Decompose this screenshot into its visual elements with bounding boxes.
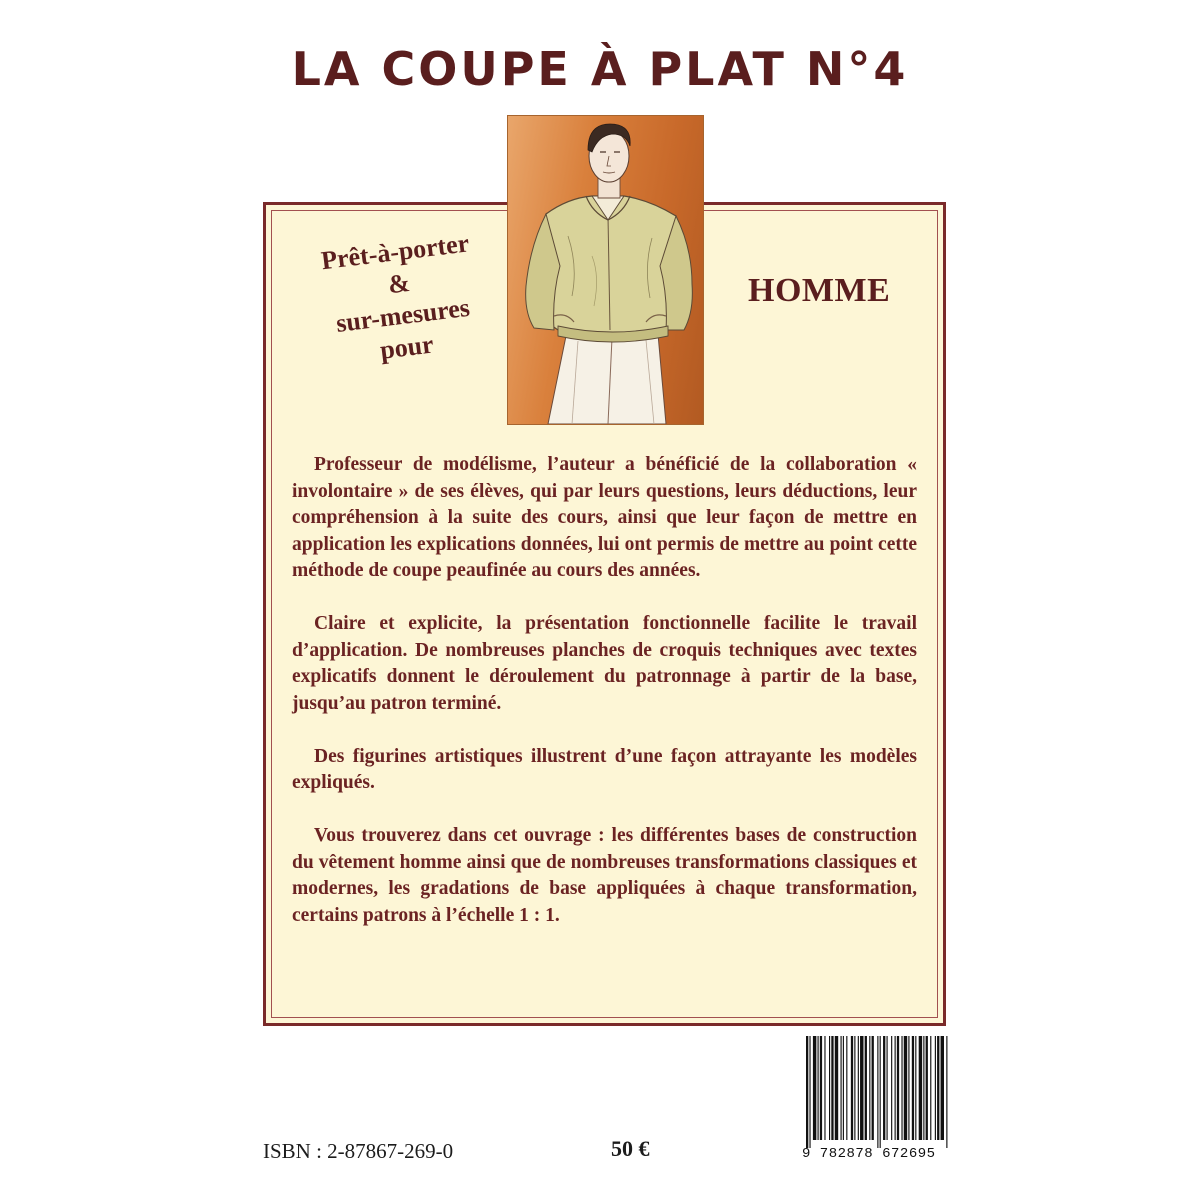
tagline-line: pour	[378, 329, 436, 365]
barcode-bar	[872, 1036, 874, 1140]
description-text	[292, 452, 917, 956]
tagline-line: Prêt-à-porter	[319, 228, 471, 276]
barcode-digits: 9 782878 672695	[802, 1146, 936, 1162]
isbn-text: ISBN : 2-87867-269-0	[263, 1139, 454, 1163]
paragraph: Vous trouverez dans cet ouvrage : les différentes bases de construction du vêtement homme ainsi que de nombreuses transformations classiques et modernes, les gradations de base appliquées à chaque transformation, certains patrons à l’échelle 1 : 1.	[292, 825, 917, 926]
barcode-bar	[883, 1036, 885, 1140]
barcode-bar	[865, 1036, 867, 1140]
barcode-bar	[824, 1036, 825, 1140]
barcode-bar	[946, 1036, 947, 1148]
paragraph: Professeur de modélisme, l’auteur a bénéficié de la collaboration « involontaire » de ses élèves, qui par leurs questions, leurs déductions, leur compréhension à la suite des cours, ainsi que leur façon de mettre en application les explications données, lui ont permis de mettre au point cette méthode de coupe peaufinée au cours des années.	[292, 454, 917, 581]
book-title: LA COUPE À PLAT N°4	[291, 42, 909, 96]
paragraph: Des figurines artistiques illustrent d’une façon attrayante les modèles expliqués.	[292, 745, 917, 793]
barcode-bar	[809, 1036, 810, 1148]
barcode-bar	[858, 1036, 859, 1140]
tagline-line: &	[386, 267, 412, 300]
barcode-bar	[818, 1036, 819, 1140]
tagline	[289, 224, 513, 377]
man-in-jacket-illustration	[507, 115, 704, 425]
barcode-bar	[897, 1036, 899, 1140]
barcode-bar	[941, 1036, 944, 1140]
barcode-bar	[908, 1036, 909, 1140]
price: 50 €	[611, 1136, 650, 1161]
barcode-bar	[904, 1036, 907, 1140]
barcode-bar	[891, 1036, 892, 1140]
barcode-bar	[869, 1036, 870, 1140]
barcode-bar	[854, 1036, 855, 1140]
barcode-bar	[860, 1036, 863, 1140]
barcode-bar	[887, 1036, 888, 1140]
homme-heading: HOMME	[748, 272, 891, 309]
barcode-bar	[915, 1036, 916, 1140]
barcode-bar	[923, 1036, 924, 1140]
barcode-bar	[877, 1036, 878, 1148]
barcode-bar	[895, 1036, 896, 1140]
barcode-bar	[926, 1036, 928, 1140]
barcode-bar	[835, 1036, 838, 1140]
barcode-bar	[813, 1036, 816, 1140]
barcode-bar	[935, 1036, 936, 1140]
barcode-bar	[841, 1036, 842, 1140]
tagline-line: sur-mesures	[334, 292, 472, 338]
paragraph: Claire et explicite, la présentation fonctionnelle facilite le travail d’application. De nombreuses planches de croquis techniques avec textes explicatifs donnent le déroulement du patronnage à partir de la base, jusqu’au patron terminé.	[292, 613, 917, 714]
barcode-bar	[919, 1036, 922, 1140]
barcode-bar	[937, 1036, 939, 1140]
barcode-bar	[829, 1036, 830, 1140]
barcode-bar	[806, 1036, 808, 1148]
barcode-bar	[901, 1036, 902, 1140]
barcode-bar	[930, 1036, 931, 1140]
barcode-bar	[846, 1036, 847, 1140]
barcode-bar	[851, 1036, 853, 1140]
barcode-bar	[820, 1036, 822, 1140]
barcode-bar	[912, 1036, 914, 1140]
barcode-bar	[843, 1036, 844, 1140]
barcode-bar	[880, 1036, 881, 1148]
barcode-bar	[831, 1036, 833, 1140]
